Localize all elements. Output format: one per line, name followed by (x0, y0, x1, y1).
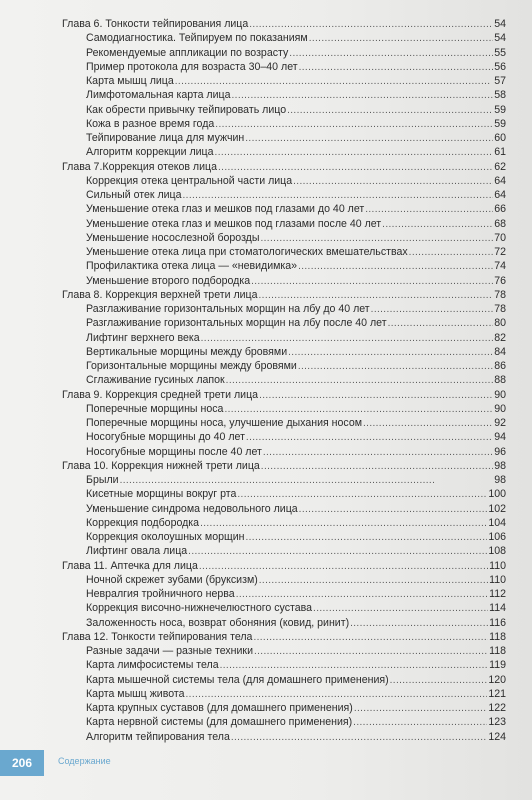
toc-entry-title: Карта крупных суставов (для домашнего применения) (86, 702, 353, 714)
toc-chapter-row (62, 17, 506, 31)
toc-page-number: 110 (489, 573, 506, 586)
toc-page-number: 55 (494, 46, 506, 59)
toc-page-number: 54 (494, 18, 506, 30)
dot-leader (253, 630, 488, 645)
toc-entry-title: Носогубные морщины после 40 лет (86, 445, 262, 458)
toc-entry-row (62, 730, 506, 744)
toc-entry-title: Сглаживание гусиных лапок (86, 374, 225, 387)
dot-leader (199, 559, 488, 574)
toc-page-number: 78 (494, 288, 506, 301)
dot-leader (220, 658, 489, 673)
dot-leader (224, 402, 493, 417)
toc-page-number: 58 (494, 89, 506, 102)
toc-page-number: 66 (494, 203, 506, 216)
toc-page-number: 123 (488, 716, 506, 729)
toc-page-number: 102 (488, 502, 506, 515)
dot-leader (353, 715, 487, 730)
dot-leader (183, 188, 494, 203)
dot-leader (299, 60, 494, 75)
toc-page-number: 80 (494, 317, 506, 330)
dot-leader (246, 430, 493, 445)
table-of-contents (62, 17, 506, 744)
dot-leader (218, 160, 493, 175)
dot-leader (365, 202, 493, 217)
toc-page-number: 112 (489, 588, 506, 600)
toc-page-number: 56 (494, 60, 506, 73)
toc-entry-row (62, 373, 506, 387)
toc-entry-title: Вертикальные морщины между бровями (86, 345, 288, 358)
toc-entry-title: Поперечные морщины носа, улучшение дыхания носом (86, 417, 363, 429)
toc-entry-title: Коррекция подбородка (86, 516, 200, 529)
toc-entry-title: Уменьшение второго подбородка (86, 274, 251, 287)
dot-leader (232, 88, 494, 103)
toc-page-number: 88 (494, 374, 506, 387)
toc-entry-row (62, 673, 506, 687)
dot-leader (120, 473, 494, 488)
toc-page-number: 54 (494, 32, 506, 45)
toc-entry-title: Глава 11. Аптечка для лица (62, 559, 198, 572)
dot-leader (309, 31, 494, 46)
toc-entry-row (62, 60, 506, 74)
dot-leader (261, 459, 493, 474)
toc-entry-title: Уменьшение отека лица при стоматологических вмешательствах (86, 246, 408, 258)
toc-entry-row (62, 117, 506, 131)
toc-entry-row (62, 131, 506, 145)
dot-leader (245, 131, 493, 146)
toc-entry-title: Носогубные морщины до 40 лет (86, 431, 245, 444)
toc-entry-title: Разглаживание горизонтальных морщин на лбу после 40 лет (86, 317, 387, 330)
toc-page-number: 119 (489, 659, 506, 672)
dot-leader (201, 331, 494, 346)
toc-entry-row (62, 502, 506, 516)
dot-leader (354, 701, 487, 716)
toc-entry-title: Сильный отек лица (86, 189, 182, 201)
toc-page-number: 98 (494, 474, 506, 486)
toc-entry-row (62, 473, 506, 487)
toc-entry-row (62, 701, 506, 715)
toc-page-number: 68 (494, 217, 506, 230)
toc-entry-row (62, 88, 506, 102)
toc-entry-title: Глава 7.Коррекция отеков лица (62, 160, 217, 173)
toc-entry-title: Профилактика отека лица — «невидимка» (86, 260, 298, 273)
toc-page-number: 118 (489, 645, 506, 657)
dot-leader (254, 644, 488, 659)
toc-page-number: 78 (494, 303, 506, 315)
toc-entry-row (62, 302, 506, 316)
toc-entry-row (62, 188, 506, 202)
toc-chapter-row (62, 288, 506, 302)
toc-entry-title: Карта лимфосистемы тела (86, 659, 219, 672)
toc-chapter-row (62, 459, 506, 473)
toc-entry-row (62, 715, 506, 729)
toc-page-number: 124 (488, 730, 506, 743)
toc-entry-title: Тейпирование лица для мужчин (86, 132, 245, 144)
dot-leader (263, 445, 493, 460)
toc-entry-row (62, 31, 506, 45)
dot-leader (293, 174, 493, 189)
toc-page-number: 104 (488, 516, 506, 529)
toc-entry-row (62, 331, 506, 345)
dot-leader (231, 730, 487, 745)
toc-page-number: 90 (494, 388, 506, 401)
page-number: 206 (11, 756, 33, 770)
toc-page-number: 108 (488, 545, 506, 558)
dot-leader (186, 687, 488, 702)
dot-leader (226, 373, 494, 388)
dot-leader (390, 673, 488, 688)
toc-entry-row (62, 416, 506, 430)
page-number-badge (0, 750, 44, 776)
toc-page-number: 120 (488, 673, 506, 686)
toc-entry-title: Глава 10. Коррекция нижней трети лица (62, 459, 260, 472)
toc-entry-title: Карта нервной системы (для домашнего применения) (86, 716, 353, 729)
toc-entry-title: Самодиагностика. Тейпируем по показаниям (86, 32, 308, 45)
toc-entry-row (62, 74, 506, 88)
dot-leader (249, 17, 493, 32)
toc-entry-row (62, 103, 506, 117)
toc-page-number: 94 (494, 431, 506, 444)
toc-page-number: 98 (494, 459, 506, 472)
toc-page-number: 61 (494, 146, 506, 159)
toc-entry-title: Разглаживание горизонтальных морщин на лбу до 40 лет (86, 303, 370, 315)
toc-entry-title: Разные задачи — разные техники (86, 645, 253, 657)
toc-entry-title: Как обрести привычку тейпировать лицо (86, 103, 287, 116)
toc-page-number: 64 (494, 174, 506, 187)
toc-entry-row (62, 530, 506, 544)
toc-entry-row (62, 644, 506, 658)
toc-page-number: 59 (494, 103, 506, 116)
toc-page-number: 96 (494, 445, 506, 458)
toc-entry-row (62, 217, 506, 231)
dot-leader (313, 601, 488, 616)
toc-entry-title: Глава 12. Тонкости тейпирования тела (62, 630, 253, 643)
toc-chapter-row (62, 160, 506, 174)
dot-leader (251, 274, 493, 289)
toc-entry-row (62, 687, 506, 701)
toc-page-number: 92 (494, 417, 506, 429)
toc-entry-title: Заложенность носа, возврат обоняния (ковид, ринит) (86, 616, 350, 629)
dot-leader (382, 217, 493, 232)
toc-entry-title: Глава 8. Коррекция верхней трети лица (62, 288, 258, 301)
dot-leader (175, 74, 493, 89)
toc-entry-title: Карта мышц живота (86, 687, 185, 700)
toc-page-number: 118 (489, 630, 506, 643)
toc-entry-row (62, 402, 506, 416)
toc-entry-row (62, 231, 506, 245)
dot-leader (299, 502, 488, 517)
toc-entry-title: Коррекция околоушных морщин (86, 531, 245, 543)
toc-entry-title: Коррекция отека центральной части лица (86, 174, 293, 187)
dot-leader (259, 288, 494, 303)
toc-page-number: 74 (494, 260, 506, 273)
toc-entry-title: Уменьшение отека глаз и мешков под глазами после 40 лет (86, 217, 382, 230)
toc-entry-row (62, 616, 506, 630)
toc-chapter-row (62, 630, 506, 644)
toc-entry-title: Пример протокола для возраста 30–40 лет (86, 60, 298, 73)
toc-entry-title: Брыли (86, 474, 119, 486)
dot-leader (260, 231, 493, 246)
toc-page-number: 72 (494, 246, 506, 258)
toc-entry-row (62, 573, 506, 587)
toc-page-number: 122 (488, 702, 506, 714)
toc-entry-title: Алгоритм тейпирования тела (86, 730, 230, 743)
toc-page-number: 70 (494, 231, 506, 244)
toc-entry-row (62, 259, 506, 273)
toc-entry-row (62, 601, 506, 615)
toc-entry-row (62, 658, 506, 672)
toc-entry-row (62, 316, 506, 330)
dot-leader (298, 259, 493, 274)
toc-entry-row (62, 274, 506, 288)
toc-entry-row (62, 430, 506, 444)
toc-entry-row (62, 46, 506, 60)
dot-leader (215, 145, 494, 160)
toc-entry-row (62, 544, 506, 558)
toc-entry-title: Лифтинг верхнего века (86, 331, 200, 344)
toc-entry-row (62, 245, 506, 259)
dot-leader (298, 359, 493, 374)
toc-page-number: 82 (494, 331, 506, 344)
toc-entry-title: Глава 6. Тонкости тейпирования лица (62, 18, 249, 30)
toc-chapter-row (62, 388, 506, 402)
toc-entry-row (62, 174, 506, 188)
toc-page-number: 114 (489, 602, 506, 615)
toc-page-number: 84 (494, 345, 506, 358)
toc-entry-row (62, 516, 506, 530)
toc-page-number: 100 (488, 488, 506, 501)
toc-page-number: 57 (494, 75, 506, 87)
dot-leader (289, 46, 493, 61)
toc-entry-title: Ночной скрежет зубами (бруксизм) (86, 573, 258, 586)
dot-leader (215, 117, 493, 132)
toc-entry-title: Уменьшение носослезной борозды (86, 231, 260, 244)
toc-entry-row (62, 487, 506, 501)
toc-page-number: 76 (494, 274, 506, 287)
toc-entry-title: Глава 9. Коррекция средней трети лица (62, 388, 259, 401)
toc-page-number: 106 (488, 531, 506, 543)
toc-page-number: 60 (494, 132, 506, 144)
dot-leader (388, 316, 494, 331)
dot-leader (288, 345, 493, 360)
toc-entry-title: Лифтинг овала лица (86, 545, 188, 558)
toc-entry-row (62, 345, 506, 359)
dot-leader (259, 573, 488, 588)
dot-leader (371, 302, 494, 317)
toc-entry-title: Карта мышц лица (86, 75, 174, 87)
dot-leader (237, 487, 487, 502)
toc-entry-title: Невралгия тройничного нерва (86, 588, 235, 600)
toc-page-number: 62 (494, 160, 506, 173)
toc-page-number: 64 (494, 189, 506, 201)
toc-page-number: 121 (488, 687, 506, 700)
toc-entry-row (62, 587, 506, 601)
toc-chapter-row (62, 559, 506, 573)
dot-leader (350, 616, 488, 631)
toc-entry-title: Горизонтальные морщины между бровями (86, 360, 297, 372)
toc-entry-row (62, 145, 506, 159)
toc-page-number: 86 (494, 360, 506, 372)
toc-page-number: 59 (494, 117, 506, 130)
toc-page-number: 116 (489, 616, 506, 629)
toc-entry-title: Рекомендуемые аппликации по возрасту (86, 46, 289, 59)
section-label: Содержание (58, 756, 111, 766)
dot-leader (363, 416, 493, 431)
toc-page-number: 110 (489, 559, 506, 572)
dot-leader (245, 530, 487, 545)
toc-entry-title: Поперечные морщины носа (86, 402, 224, 415)
toc-entry-title: Карта мышечной системы тела (для домашнего применения) (86, 673, 389, 686)
dot-leader (188, 544, 487, 559)
toc-entry-row (62, 202, 506, 216)
dot-leader (409, 245, 494, 260)
toc-entry-title: Коррекция височно-нижнечелюстного сустава (86, 602, 313, 615)
dot-leader (287, 103, 493, 118)
toc-entry-title: Уменьшение отека глаз и мешков под глазами до 40 лет (86, 203, 365, 216)
dot-leader (200, 516, 487, 531)
dot-leader (259, 388, 493, 403)
toc-entry-row (62, 359, 506, 373)
toc-entry-title: Уменьшение синдрома недовольного лица (86, 502, 298, 515)
toc-entry-title: Лимфотомальная карта лица (86, 89, 231, 102)
dot-leader (236, 587, 488, 602)
toc-entry-title: Алгоритм коррекции лица (86, 146, 214, 159)
toc-page-number: 90 (494, 402, 506, 415)
toc-entry-title: Кожа в разное время года (86, 117, 215, 130)
toc-entry-title: Кисетные морщины вокруг рта (86, 488, 237, 501)
toc-entry-row (62, 445, 506, 459)
